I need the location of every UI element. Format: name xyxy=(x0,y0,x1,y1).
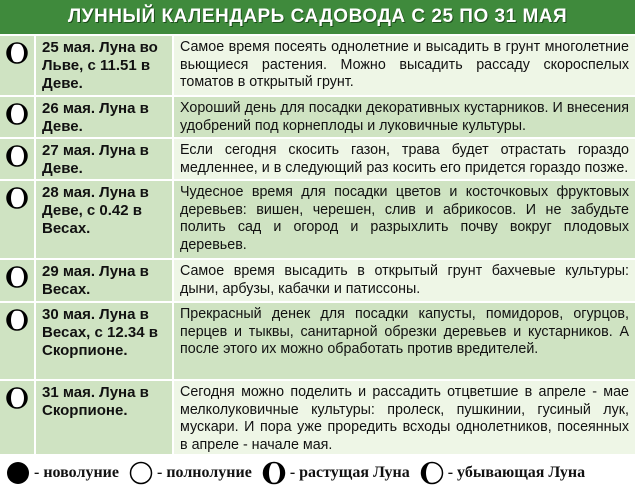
waxing-moon-icon xyxy=(0,97,36,137)
row-date: 26 мая. Луна в Деве. xyxy=(36,97,174,137)
legend-waning-label: - убывающая Луна xyxy=(447,464,586,481)
new-moon-icon xyxy=(6,461,30,485)
waxing-moon-icon xyxy=(0,381,36,459)
row-text: Прекрасный денек для посадки капусты, помидоров, огурцов, перцев и тыквы, санитарной обрезки деревьев и кустарников. А после этого их можно обработать против вредителей. xyxy=(174,303,635,379)
row-date: 30 мая. Луна в Весах, с 12.34 в Скорпионе. xyxy=(36,303,174,379)
legend-new-moon-label: - новолуние xyxy=(34,464,119,481)
legend-full-moon xyxy=(129,461,252,485)
table-row xyxy=(0,260,635,303)
table-row xyxy=(0,36,635,97)
waxing-moon-icon xyxy=(0,303,36,379)
legend-full-moon-label: - полнолуние xyxy=(156,464,252,481)
row-date: 29 мая. Луна в Весах. xyxy=(36,260,174,301)
row-text: Если сегодня скосить газон, трава будет отрастать гораздо медленнее, и в следующий раз косить его придется гораздо позже. xyxy=(174,139,635,179)
waxing-moon-icon xyxy=(0,139,36,179)
calendar-table xyxy=(0,36,635,461)
row-text: Самое время высадить в открытый грунт бахчевые культуры: дыни, арбузы, кабачки и патиссоны. xyxy=(174,260,635,301)
waxing-moon-icon xyxy=(262,461,286,485)
row-date: 25 мая. Луна во Льве, с 11.51 в Деве. xyxy=(36,36,174,95)
table-row xyxy=(0,381,635,461)
row-date: 27 мая. Луна в Деве. xyxy=(36,139,174,179)
row-date: 28 мая. Луна в Деве, с 0.42 в Весах. xyxy=(36,181,174,258)
table-row xyxy=(0,181,635,260)
table-row xyxy=(0,303,635,381)
row-text: Сегодня можно поделить и рассадить отцветшие в апреле - мае мелколуковичные культуры: пролеск, пушкинии, гусиный лук, мускари. И пора уже проредить всходы однолетников, посеянных в апреле - начале мая. xyxy=(174,381,635,459)
waxing-moon-icon xyxy=(0,181,36,258)
moon-phase-legend xyxy=(0,454,635,492)
legend-new-moon xyxy=(6,461,119,485)
legend-waxing-label: - растущая Луна xyxy=(289,464,410,481)
full-moon-icon xyxy=(129,461,153,485)
waxing-moon-icon xyxy=(0,36,36,95)
row-text: Хороший день для посадки декоративных кустарников. И внесения удобрений под корнеплоды и луковичные культуры. xyxy=(174,97,635,137)
legend-waxing-moon xyxy=(262,461,410,485)
legend-waning-moon xyxy=(420,461,585,485)
row-date: 31 мая. Луна в Скорпионе. xyxy=(36,381,174,459)
row-text: Чудесное время для посадки цветов и косточковых фруктовых деревьев: вишен, черешен, слив и абрикосов. И не забудьте полить сад и огород и разрыхлить почву вокруг плодовых деревьев. xyxy=(174,181,635,258)
table-row xyxy=(0,97,635,139)
waxing-moon-icon xyxy=(0,260,36,301)
page-title: ЛУННЫЙ КАЛЕНДАРЬ САДОВОДА С 25 ПО 31 МАЯ xyxy=(0,0,635,34)
waning-moon-icon xyxy=(420,461,444,485)
table-row xyxy=(0,139,635,181)
row-text: Самое время посеять однолетние и высадить в грунт многолетние вьющиеся растения. Можно высадить рассаду скороспелых томатов в открытый грунт. xyxy=(174,36,635,95)
